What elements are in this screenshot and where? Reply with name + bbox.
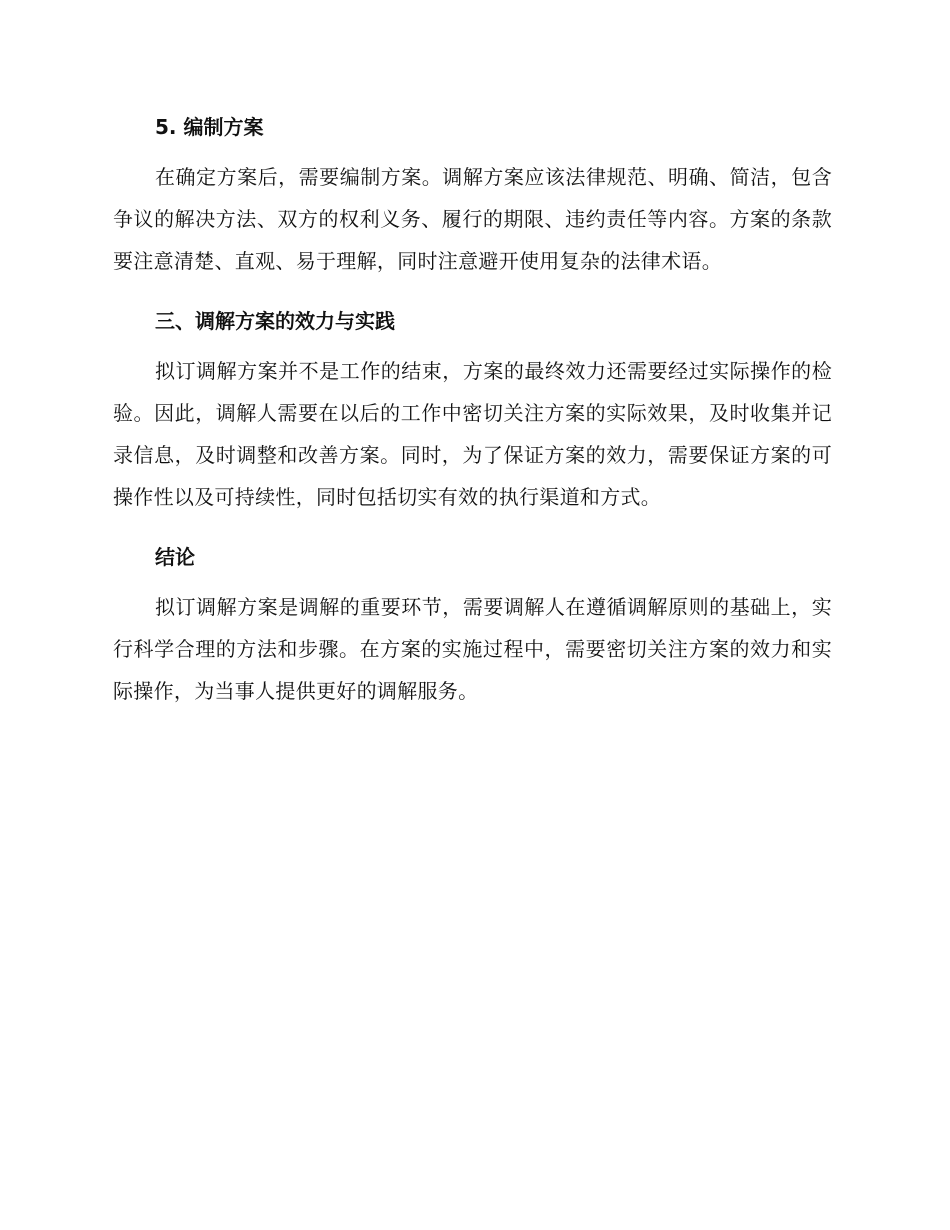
- section-paragraph-compile-plan: 在确定方案后，需要编制方案。调解方案应该法律规范、明确、简洁，包含争议的解决方法、双方的权利义务、履行的期限、违约责任等内容。方案的条款要注意清楚、直观、易于理解，同时注意避开使用复杂的法律术语。: [113, 165, 832, 273]
- section-paragraph-effect-practice: 拟订调解方案并不是工作的结束，方案的最终效力还需要经过实际操作的检验。因此，调解人需要在以后的工作中密切关注方案的实际效果，及时收集并记录信息，及时调整和改善方案。同时，为了保证方案的效力，需要保证方案的可操作性以及可持续性，同时包括切实有效的执行渠道和方式。: [113, 359, 832, 509]
- section-paragraph-conclusion: 拟订调解方案是调解的重要环节，需要调解人在遵循调解原则的基础上，实行科学合理的方法和步骤。在方案的实施过程中，需要密切关注方案的效力和实际操作，为当事人提供更好的调解服务。: [113, 595, 832, 703]
- section-heading-compile-plan: 5. 编制方案: [155, 115, 264, 139]
- section-heading-conclusion: 结论: [155, 545, 195, 569]
- section-heading-effect-practice: 三、调解方案的效力与实践: [155, 309, 395, 333]
